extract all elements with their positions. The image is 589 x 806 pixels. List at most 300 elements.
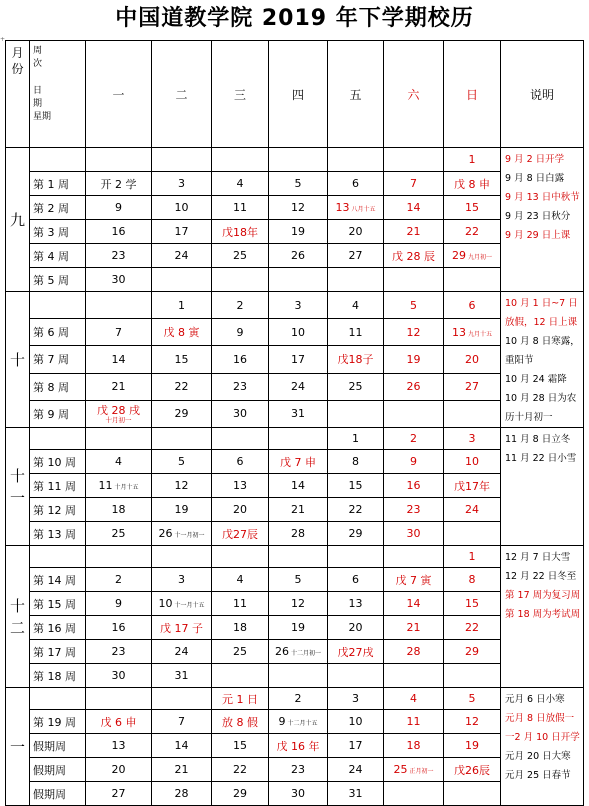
day-cell: 戊27戌 xyxy=(328,640,384,664)
day-cell xyxy=(384,782,444,806)
day-cell: 23 xyxy=(384,498,444,522)
day-cell xyxy=(269,148,328,172)
week-label xyxy=(30,546,86,568)
day-cell: 27 xyxy=(328,244,384,268)
day-cell: 4 xyxy=(384,688,444,710)
day-cell: 戊 17 子 xyxy=(152,616,212,640)
day-cell: 24 xyxy=(152,244,212,268)
note-line: 12 月 7 日大雪 xyxy=(505,552,571,563)
day-cell xyxy=(328,664,384,688)
week-row xyxy=(6,268,584,292)
day-cell: 戊 7 寅 xyxy=(384,568,444,592)
day-cell: 13 九月十五 xyxy=(444,319,501,346)
week-label: 第 15 周 xyxy=(30,592,86,616)
day-cell: 25 xyxy=(328,373,384,400)
day-cell: 20 xyxy=(328,616,384,640)
day-cell: 15 xyxy=(328,474,384,498)
day-cell: 14 xyxy=(86,346,152,373)
day-cell: 4 xyxy=(212,172,269,196)
note-line: 9 月 13 日中秋节 xyxy=(505,192,580,203)
week-row xyxy=(6,498,584,522)
day-cell xyxy=(86,428,152,450)
day-cell: 13 xyxy=(86,734,152,758)
day-cell: 戊17年 xyxy=(444,474,501,498)
day-cell: 4 xyxy=(86,450,152,474)
day-cell: 28 xyxy=(152,782,212,806)
day-cell: 7 xyxy=(86,319,152,346)
week-row xyxy=(6,220,584,244)
week-label: 第 19 周 xyxy=(30,710,86,734)
day-cell: 戊18子 xyxy=(328,346,384,373)
month-notes xyxy=(501,688,584,806)
note-line: 10 月 8 日寒露，重阳节 xyxy=(505,336,580,366)
week-row xyxy=(6,474,584,498)
month-label-char: 二 xyxy=(9,618,25,637)
week-label: 第 6 周 xyxy=(30,319,86,346)
day-cell: 12 xyxy=(152,474,212,498)
day-cell: 27 xyxy=(444,373,501,400)
week-label: 第 11 周 xyxy=(30,474,86,498)
week-row xyxy=(6,522,584,546)
day-cell: 11 xyxy=(328,319,384,346)
day-cell xyxy=(269,664,328,688)
day-cell xyxy=(152,688,212,710)
month-label-char: 十 xyxy=(9,596,25,615)
day-cell: 24 xyxy=(269,373,328,400)
month-cell: 九 xyxy=(6,148,30,292)
day-cell: 3 xyxy=(152,172,212,196)
day-cell: 20 xyxy=(328,220,384,244)
lunar-date: 十一月十五 xyxy=(172,602,205,609)
day-cell: 25 xyxy=(212,640,269,664)
day-cell: 31 xyxy=(152,664,212,688)
day-cell xyxy=(212,664,269,688)
day-cell: 20 xyxy=(212,498,269,522)
day-cell xyxy=(444,782,501,806)
corner-week-1: 周 xyxy=(33,46,43,56)
note-line: 第 18 周为考试周 xyxy=(505,609,581,620)
day-cell: 14 xyxy=(152,734,212,758)
day-cell: 3 xyxy=(444,428,501,450)
day-cell: 2 xyxy=(384,428,444,450)
header-day-tue: 二 xyxy=(152,41,212,148)
day-cell: 28 xyxy=(269,522,328,546)
week-label: 第 5 周 xyxy=(30,268,86,292)
day-cell: 27 xyxy=(86,782,152,806)
day-cell: 22 xyxy=(328,498,384,522)
month-cell xyxy=(6,546,30,688)
day-cell: 16 xyxy=(384,474,444,498)
day-cell: 5 xyxy=(444,688,501,710)
month-notes xyxy=(501,546,584,688)
day-cell: 21 xyxy=(269,498,328,522)
day-cell: 21 xyxy=(152,758,212,782)
day-cell: 17 xyxy=(152,220,212,244)
day-cell: 15 xyxy=(444,592,501,616)
day-cell: 25 xyxy=(212,244,269,268)
day-cell: 30 xyxy=(86,664,152,688)
week-row xyxy=(6,710,584,734)
day-cell: 12 xyxy=(269,196,328,220)
note-line: 9 月 29 日上课 xyxy=(505,230,571,241)
day-cell: 26 十二月初一 xyxy=(269,640,328,664)
week-label: 第 2 周 xyxy=(30,196,86,220)
note-line: 元月 20 日大寒 xyxy=(505,751,571,762)
day-cell xyxy=(328,400,384,427)
day-cell: 19 xyxy=(444,734,501,758)
day-cell: 14 xyxy=(269,474,328,498)
day-cell: 1 xyxy=(444,148,501,172)
corner-weekday: 星期 xyxy=(33,112,52,122)
day-cell: 15 xyxy=(212,734,269,758)
day-cell: 元 1 日 xyxy=(212,688,269,710)
day-cell: 6 xyxy=(212,450,269,474)
day-cell: 放 8 假 xyxy=(212,710,269,734)
week-label: 第 8 周 xyxy=(30,373,86,400)
note-line: 10 月 28 日为农历十月初一 xyxy=(505,393,577,423)
header-day-wed: 三 xyxy=(212,41,269,148)
day-cell xyxy=(328,546,384,568)
day-cell: 9 十二月十五 xyxy=(269,710,328,734)
day-cell: 9 xyxy=(86,196,152,220)
day-cell: 12 xyxy=(444,710,501,734)
day-cell: 16 xyxy=(86,220,152,244)
day-cell: 31 xyxy=(269,400,328,427)
day-cell xyxy=(86,148,152,172)
week-label: 第 10 周 xyxy=(30,450,86,474)
week-label: 第 16 周 xyxy=(30,616,86,640)
week-row xyxy=(6,568,584,592)
day-cell: 4 xyxy=(328,292,384,319)
week-row xyxy=(6,688,584,710)
day-cell: 30 xyxy=(269,782,328,806)
corner-date-2: 期 xyxy=(33,99,43,109)
day-cell: 7 xyxy=(384,172,444,196)
day-cell: 22 xyxy=(152,373,212,400)
day-cell xyxy=(384,148,444,172)
day-cell: 2 xyxy=(212,292,269,319)
week-label: 第 4 周 xyxy=(30,244,86,268)
anchor-mark: + xyxy=(0,36,6,43)
corner-week-2: 次 xyxy=(33,59,43,69)
week-label: 第 14 周 xyxy=(30,568,86,592)
day-cell: 26 xyxy=(384,373,444,400)
day-cell: 22 xyxy=(444,220,501,244)
month-cell xyxy=(6,428,30,546)
week-label: 第 13 周 xyxy=(30,522,86,546)
day-cell: 9 xyxy=(384,450,444,474)
page-title: 中国道教学院 2019 年下学期校历 xyxy=(115,6,474,31)
day-cell: 12 xyxy=(384,319,444,346)
day-cell: 13 xyxy=(212,474,269,498)
day-cell: 16 xyxy=(86,616,152,640)
day-cell: 5 xyxy=(152,450,212,474)
week-row xyxy=(6,346,584,373)
day-cell xyxy=(152,546,212,568)
week-row xyxy=(6,244,584,268)
day-cell: 3 xyxy=(152,568,212,592)
month-cell: 一 xyxy=(6,688,30,806)
header-month: 月份 xyxy=(6,41,30,148)
day-cell: 2 xyxy=(86,568,152,592)
day-cell xyxy=(86,688,152,710)
day-cell: 23 xyxy=(86,640,152,664)
day-cell: 15 xyxy=(152,346,212,373)
day-cell: 4 xyxy=(212,568,269,592)
day-cell: 14 xyxy=(384,196,444,220)
lunar-date: 十一月初一 xyxy=(172,532,205,539)
note-line: 9 月 2 日开学 xyxy=(505,154,565,165)
day-cell: 30 xyxy=(86,268,152,292)
header-note: 说明 xyxy=(501,41,584,148)
month-notes xyxy=(501,428,584,546)
week-row xyxy=(6,450,584,474)
note-line: 元月 8 日放假一一2 月 10 日开学 xyxy=(505,713,580,743)
day-cell xyxy=(444,268,501,292)
week-label: 第 9 周 xyxy=(30,400,86,427)
day-cell xyxy=(152,148,212,172)
day-cell: 21 xyxy=(384,220,444,244)
day-cell xyxy=(444,400,501,427)
day-cell: 6 xyxy=(328,172,384,196)
month-notes xyxy=(501,148,584,292)
header-corner xyxy=(30,41,86,148)
week-label: 第 18 周 xyxy=(30,664,86,688)
week-row xyxy=(6,172,584,196)
day-cell: 17 xyxy=(269,346,328,373)
week-row xyxy=(6,546,584,568)
lunar-date: 正月初一 xyxy=(407,768,434,775)
day-cell: 11 十月十五 xyxy=(86,474,152,498)
week-row xyxy=(6,616,584,640)
day-cell: 18 xyxy=(212,616,269,640)
week-label: 第 7 周 xyxy=(30,346,86,373)
day-cell: 19 xyxy=(269,220,328,244)
day-cell xyxy=(328,268,384,292)
note-line: 9 月 23 日秋分 xyxy=(505,211,571,222)
header-day-thu: 四 xyxy=(269,41,328,148)
day-cell: 23 xyxy=(86,244,152,268)
day-cell: 29 xyxy=(328,522,384,546)
day-cell: 22 xyxy=(212,758,269,782)
day-cell: 10 xyxy=(328,710,384,734)
lunar-date: 十月初一 xyxy=(105,415,132,424)
week-row xyxy=(6,640,584,664)
day-cell: 5 xyxy=(269,568,328,592)
week-label xyxy=(30,292,86,319)
day-cell: 14 xyxy=(384,592,444,616)
lunar-date: 十二月初一 xyxy=(289,650,321,657)
note-line: 10 月 1 日~7 日放假，12 日上课 xyxy=(505,298,578,328)
day-cell: 19 xyxy=(152,498,212,522)
day-cell: 28 xyxy=(384,640,444,664)
day-cell xyxy=(269,546,328,568)
week-row xyxy=(6,592,584,616)
day-cell xyxy=(269,268,328,292)
day-cell: 31 xyxy=(328,782,384,806)
day-cell xyxy=(212,428,269,450)
day-cell: 22 xyxy=(444,616,501,640)
day-cell: 24 xyxy=(444,498,501,522)
lunar-date: 十二月十五 xyxy=(285,720,318,727)
day-cell: 10 xyxy=(152,196,212,220)
lunar-date: 九月初一 xyxy=(466,254,492,261)
day-cell: 15 xyxy=(444,196,501,220)
week-row xyxy=(6,782,584,806)
day-cell: 29 xyxy=(212,782,269,806)
day-cell: 11 xyxy=(384,710,444,734)
note-line: 9 月 8 日白露 xyxy=(505,173,565,184)
day-cell: 8 xyxy=(444,568,501,592)
day-cell: 戊 28 辰 xyxy=(384,244,444,268)
day-cell: 戊 8 寅 xyxy=(152,319,212,346)
note-line: 12 月 22 日冬至 xyxy=(505,571,577,582)
week-label: 第 17 周 xyxy=(30,640,86,664)
week-row xyxy=(6,319,584,346)
note-line: 元月 6 日小寒 xyxy=(505,694,565,705)
day-cell: 11 xyxy=(212,196,269,220)
day-cell: 20 xyxy=(86,758,152,782)
day-cell: 1 xyxy=(328,428,384,450)
day-cell: 2 xyxy=(269,688,328,710)
day-cell: 13 xyxy=(328,592,384,616)
lunar-date: 十月十五 xyxy=(112,484,139,491)
day-cell xyxy=(328,148,384,172)
note-line: 第 17 周为复习周 xyxy=(505,590,581,601)
day-cell: 戊 28 戌 十月初一 xyxy=(86,400,152,427)
day-cell: 3 xyxy=(269,292,328,319)
day-cell: 21 xyxy=(384,616,444,640)
day-cell: 26 十一月初一 xyxy=(152,522,212,546)
header-day-mon: 一 xyxy=(86,41,152,148)
day-cell: 21 xyxy=(86,373,152,400)
day-cell xyxy=(384,664,444,688)
day-cell xyxy=(384,546,444,568)
week-label: 假期周 xyxy=(30,782,86,806)
day-cell: 24 xyxy=(328,758,384,782)
note-line: 元月 25 日春节 xyxy=(505,770,571,781)
week-label xyxy=(30,688,86,710)
day-cell: 5 xyxy=(269,172,328,196)
day-cell xyxy=(384,268,444,292)
header-day-fri: 五 xyxy=(328,41,384,148)
day-cell: 8 xyxy=(328,450,384,474)
day-cell xyxy=(212,546,269,568)
day-cell: 25 xyxy=(86,522,152,546)
day-cell: 10 xyxy=(269,319,328,346)
header-day-sat: 六 xyxy=(384,41,444,148)
day-cell: 戊26辰 xyxy=(444,758,501,782)
day-cell: 29 九月初一 xyxy=(444,244,501,268)
day-cell: 9 xyxy=(86,592,152,616)
day-cell: 戊 8 申 xyxy=(444,172,501,196)
day-cell: 10 十一月十五 xyxy=(152,592,212,616)
day-cell xyxy=(212,268,269,292)
day-cell: 戊 6 申 xyxy=(86,710,152,734)
week-label xyxy=(30,428,86,450)
day-cell: 7 xyxy=(152,710,212,734)
month-label-char: 十 xyxy=(9,466,25,485)
day-cell: 19 xyxy=(269,616,328,640)
week-label: 假期周 xyxy=(30,758,86,782)
day-cell: 戊 16 年 xyxy=(269,734,328,758)
day-cell: 1 xyxy=(152,292,212,319)
week-row xyxy=(6,373,584,400)
day-cell xyxy=(384,400,444,427)
week-label: 第 1 周 xyxy=(30,172,86,196)
day-cell: 30 xyxy=(384,522,444,546)
month-label-char: 一 xyxy=(9,488,25,507)
day-cell xyxy=(86,546,152,568)
lunar-date: 九月十五 xyxy=(466,330,492,338)
day-cell: 11 xyxy=(212,592,269,616)
week-label: 假期周 xyxy=(30,734,86,758)
week-row xyxy=(6,292,584,319)
day-cell: 30 xyxy=(212,400,269,427)
day-cell: 19 xyxy=(384,346,444,373)
day-cell: 戊27辰 xyxy=(212,522,269,546)
day-cell: 1 xyxy=(444,546,501,568)
corner-date-1: 日 xyxy=(33,86,43,96)
note-line: 11 月 8 日立冬 xyxy=(505,434,571,445)
day-cell: 12 xyxy=(269,592,328,616)
day-cell: 23 xyxy=(212,373,269,400)
week-row xyxy=(6,758,584,782)
week-row xyxy=(6,664,584,688)
day-cell: 26 xyxy=(269,244,328,268)
day-cell: 戊 7 申 xyxy=(269,450,328,474)
week-label xyxy=(30,148,86,172)
day-cell: 3 xyxy=(328,688,384,710)
calendar-table xyxy=(5,40,584,806)
week-label: 第 12 周 xyxy=(30,498,86,522)
week-label: 第 3 周 xyxy=(30,220,86,244)
day-cell: 20 xyxy=(444,346,501,373)
day-cell: 24 xyxy=(152,640,212,664)
week-row xyxy=(6,400,584,427)
day-cell: 29 xyxy=(444,640,501,664)
note-line: 10 月 24 霜降 xyxy=(505,374,567,385)
day-cell: 10 xyxy=(444,450,501,474)
day-cell xyxy=(152,428,212,450)
header-row xyxy=(6,41,584,148)
day-cell: 5 xyxy=(384,292,444,319)
day-cell: 13 八月十五 xyxy=(328,196,384,220)
day-cell: 9 xyxy=(212,319,269,346)
day-cell xyxy=(86,292,152,319)
day-cell: 16 xyxy=(212,346,269,373)
day-cell: 18 xyxy=(86,498,152,522)
day-cell xyxy=(269,428,328,450)
week-row xyxy=(6,734,584,758)
note-line: 11 月 22 日小雪 xyxy=(505,453,577,464)
day-cell: 戊18年 xyxy=(212,220,269,244)
day-cell: 23 xyxy=(269,758,328,782)
day-cell: 25 正月初一 xyxy=(384,758,444,782)
day-cell: 6 xyxy=(444,292,501,319)
month-notes xyxy=(501,292,584,428)
month-cell: 十 xyxy=(6,292,30,428)
day-cell: 17 xyxy=(328,734,384,758)
week-row xyxy=(6,196,584,220)
day-cell: 开 2 学 xyxy=(86,172,152,196)
day-cell xyxy=(212,148,269,172)
day-cell: 6 xyxy=(328,568,384,592)
day-cell xyxy=(444,522,501,546)
week-row xyxy=(6,428,584,450)
day-cell xyxy=(152,268,212,292)
day-cell: 18 xyxy=(384,734,444,758)
